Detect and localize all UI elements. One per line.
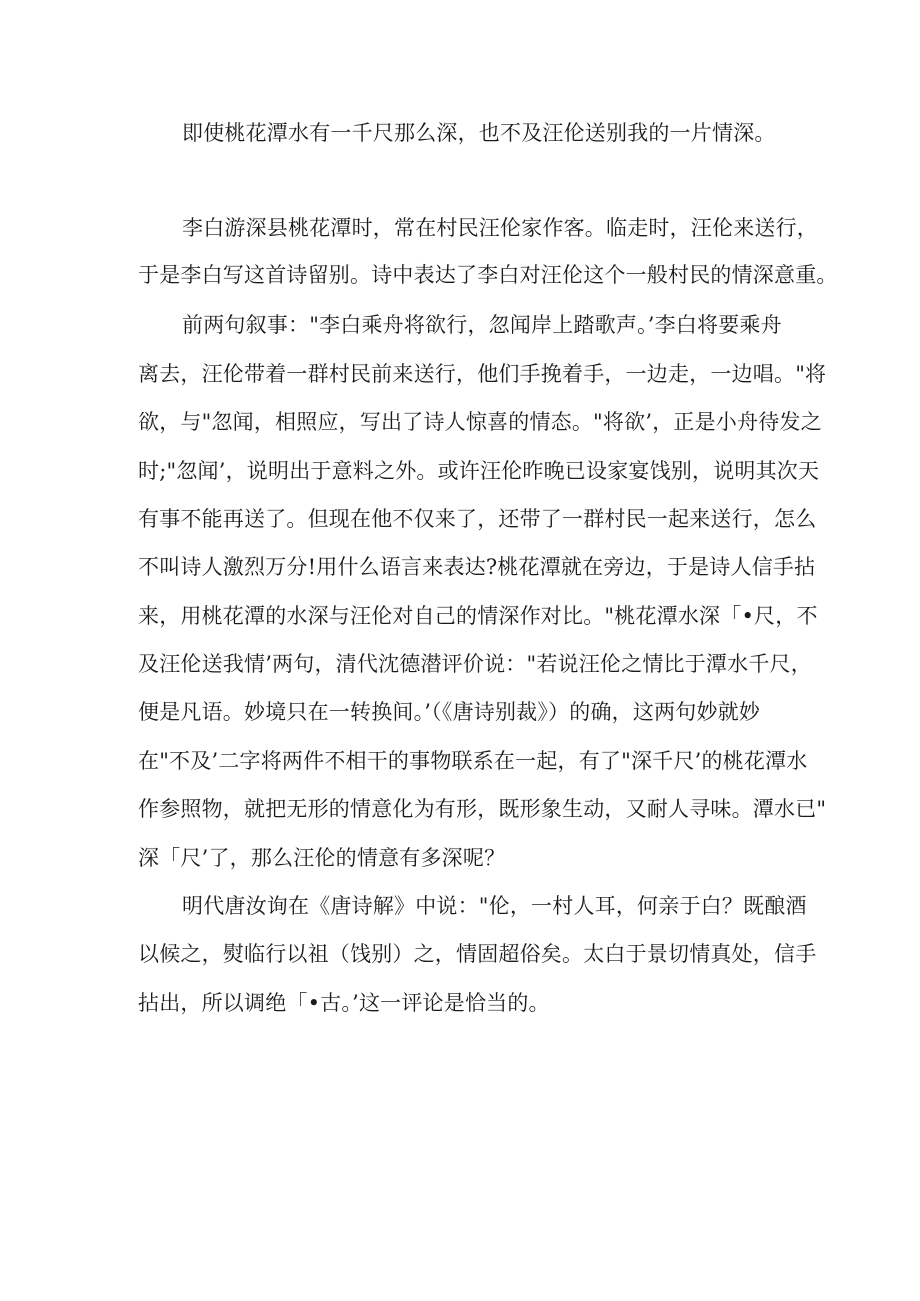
- paragraph-3-line-2: 以候之，熨临行以祖（饯别）之，情固超俗矣。太白于景切情真处，信手: [138, 942, 817, 966]
- paragraph-2-line-10: 在"不及’二字将两件不相干的事物联系在一起，有了"深千尺’的桃花潭水: [138, 749, 808, 773]
- paragraph-3-line-1: 明代唐汝询在《唐诗解》中说："伦，一村人耳，何亲于白？既酿酒: [182, 894, 807, 918]
- paragraph-1-line-1: 李白游深县桃花潭时，常在村民汪伦家作客。临走时，汪伦来送行，: [182, 216, 818, 240]
- paragraph-2-line-8: 及汪伦送我情’两句，清代沈德潜评价说："若说汪伦之情比于潭水千尺，: [138, 652, 812, 676]
- paragraph-2-line-12: 深「尺’了，那么汪伦的情意有多深呢？: [138, 846, 506, 870]
- paragraph-1-line-2: 于是李白写这首诗留别。诗中表达了李白对汪伦这个一般村民的情深意重。: [138, 263, 838, 287]
- paragraph-2-line-7: 来，用桃花潭的水深与汪伦对自己的情深作对比。"桃花潭水深「•尺，不: [138, 604, 818, 628]
- intro-line: 即使桃花潭水有一千尺那么深，也不及汪伦送别我的一片情深。: [182, 121, 776, 145]
- paragraph-2-line-2: 离去，汪伦带着一群村民前来送行，他们手挽着手，一边走，一边唱。"将: [138, 362, 827, 386]
- paragraph-2-line-1: 前两句叙事："李白乘舟将欲行，忽闻岸上踏歌声。’李白将要乘舟: [182, 313, 782, 337]
- paragraph-2-line-3: 欲，与"忽闻，相照应，写出了诗人惊喜的情态。"将欲’，正是小舟待发之: [138, 410, 822, 434]
- paragraph-2-line-6: 不叫诗人激烈万分!用什么语言来表达?桃花潭就在旁边，于是诗人信手拈: [138, 555, 816, 579]
- paragraph-2-line-5: 有事不能再送了。但现在他不仅来了，还带了一群村民一起来送行，怎么: [138, 507, 817, 531]
- paragraph-2-line-9: 便是凡语。妙境只在一转换间。’（《唐诗别裁》）的确，这两句妙就妙: [138, 700, 761, 724]
- paragraph-3-line-3: 拈出，所以调绝「•古。’这一评论是恰当的。: [138, 991, 550, 1015]
- paragraph-2-line-11: 作参照物，就把无形的情意化为有形，既形象生动，又耐人寻味。潭水已": [138, 797, 827, 821]
- paragraph-2-line-4: 时;"忽闻’，说明出于意料之外。或许汪伦昨晚已设家宴饯别，说明其次天: [138, 459, 820, 483]
